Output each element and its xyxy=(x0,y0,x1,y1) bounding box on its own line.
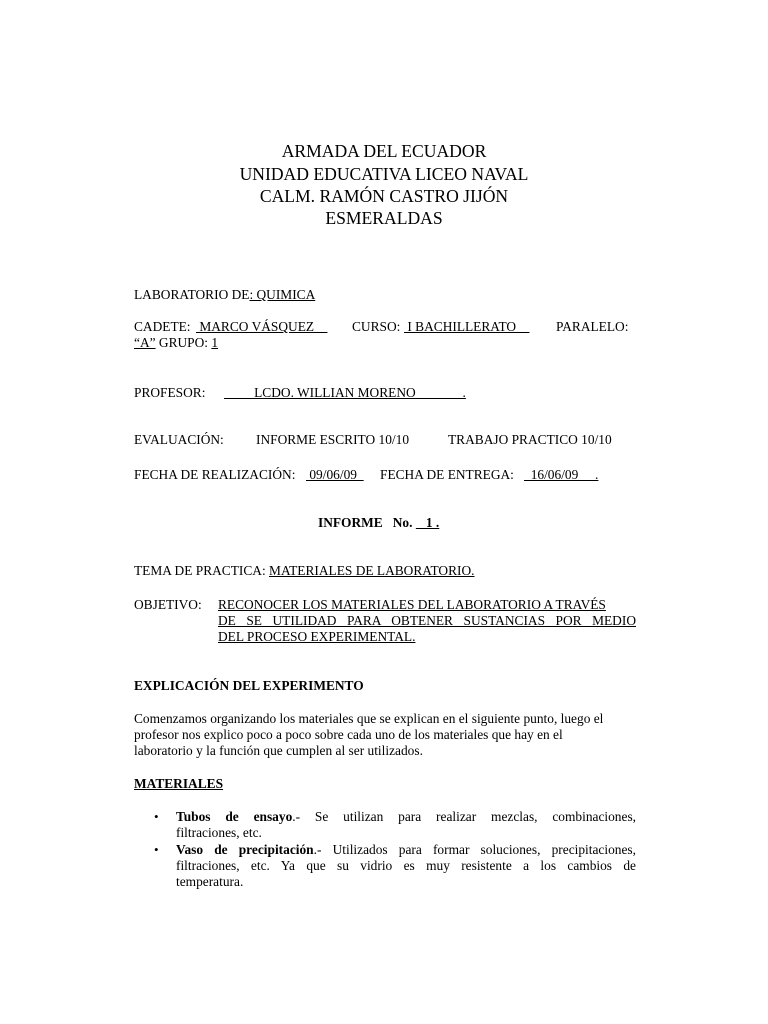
header-line-city: ESMERALDAS xyxy=(325,208,443,228)
grupo-value: 1 xyxy=(211,335,219,350)
list-item-vaso xyxy=(176,842,636,858)
lab-value: : QUIMICA xyxy=(249,287,316,302)
explicacion-title: EXPLICACIÓN DEL EXPERIMENTO xyxy=(134,678,364,693)
profesor-name: LCDO. WILLIAN MORENO . xyxy=(224,385,466,400)
informe-label: INFORME No. xyxy=(318,515,413,530)
vaso-desc-2: filtraciones, etc. Ya que su vidrio es muy resistente a los cambios de xyxy=(176,858,636,873)
fecha-entrega-label: FECHA DE ENTREGA: xyxy=(380,467,514,482)
trabajo-practico-grade: TRABAJO PRACTICO 10/10 xyxy=(448,432,612,447)
vaso-term: Vaso de precipitación xyxy=(176,842,314,857)
objetivo-line-2: DE SE UTILIDAD PARA OBTENER SUSTANCIAS POR MEDIO xyxy=(218,613,636,628)
objetivo-label: OBJETIVO: xyxy=(134,597,202,612)
profesor-label: PROFESOR: xyxy=(134,385,206,400)
explicacion-line-2: profesor nos explico poco a poco sobre cada uno de los materiales que hay en el xyxy=(134,727,563,742)
materiales-title: MATERIALES xyxy=(134,776,224,791)
header-line-unidad: UNIDAD EDUCATIVA LICEO NAVAL xyxy=(239,164,529,184)
bullet-icon: • xyxy=(154,842,159,857)
lab-label: LABORATORIO DE xyxy=(134,287,250,302)
fecha-entrega-value: 16/06/09 . xyxy=(524,467,599,482)
tubos-term: Tubos de ensayo xyxy=(176,809,293,824)
paralelo-grupo-row xyxy=(134,335,218,351)
paralelo-value: “A” xyxy=(134,335,156,350)
objetivo-line-3: DEL PROCESO EXPERIMENTAL. xyxy=(218,629,416,644)
list-item-tubos xyxy=(176,809,636,825)
informe-number: 1 . xyxy=(415,515,440,530)
explicacion-line-1: Comenzamos organizando los materiales que se explican en el siguiente punto, luego el xyxy=(134,711,604,726)
tema-value: MATERIALES DE LABORATORIO. xyxy=(269,563,475,578)
explicacion-line-3: laboratorio y la función que cumplen al ser utilizados. xyxy=(134,743,423,758)
cadete-name: MARCO VÁSQUEZ xyxy=(196,319,328,334)
grupo-label: GRUPO: xyxy=(155,335,212,350)
vaso-desc-3: temperatura. xyxy=(176,874,244,889)
header-line-calm: CALM. RAMÓN CASTRO JIJÓN xyxy=(259,186,509,206)
bullet-icon: • xyxy=(154,809,159,824)
curso-value: I BACHILLERATO xyxy=(404,319,530,334)
informe-escrito-grade: INFORME ESCRITO 10/10 xyxy=(256,432,410,447)
fecha-realizacion-label: FECHA DE REALIZACIÓN: xyxy=(134,467,296,482)
cadete-label: CADETE: xyxy=(134,319,191,334)
tubos-desc-1: .- Se utilizan para realizar mezclas, combinaciones, xyxy=(292,809,637,824)
header-line-armada: ARMADA DEL ECUADOR xyxy=(281,141,487,161)
lab-row xyxy=(134,287,315,303)
evaluacion-label: EVALUACIÓN: xyxy=(134,432,224,447)
tema-row xyxy=(134,563,474,579)
tubos-desc-2: filtraciones, etc. xyxy=(176,825,262,840)
fecha-realizacion-value: 09/06/09 xyxy=(306,467,364,482)
vaso-desc-1: .- Utilizados para formar soluciones, precipitaciones, xyxy=(313,842,636,857)
objetivo-line-1: RECONOCER LOS MATERIALES DEL LABORATORIO A TRAVÉS xyxy=(218,597,606,612)
curso-label: CURSO: xyxy=(352,319,401,334)
paralelo-label: PARALELO: xyxy=(556,319,629,334)
informe-number-row xyxy=(318,515,439,531)
tema-label: TEMA DE PRACTICA: xyxy=(134,563,270,578)
